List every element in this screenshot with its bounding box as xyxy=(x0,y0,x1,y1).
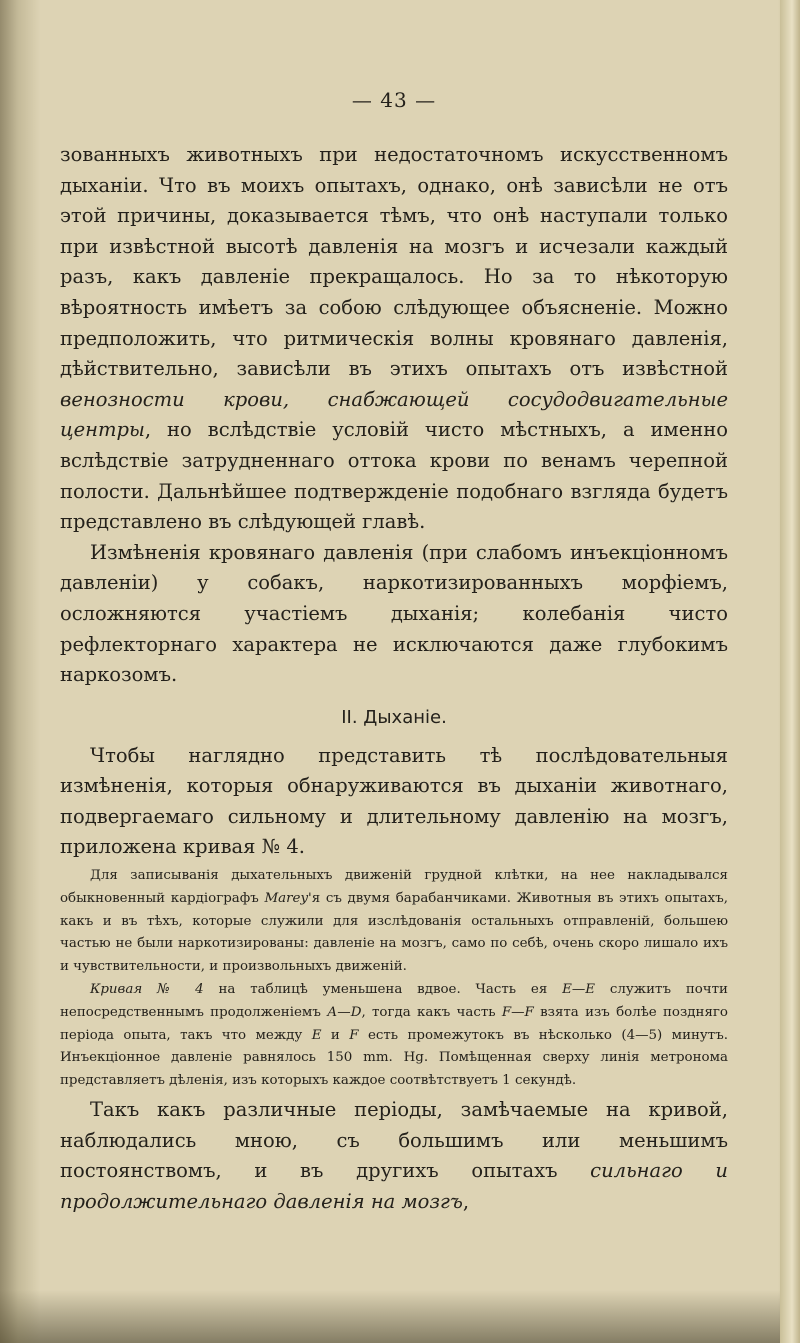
text-run: 'я съ двумя барабанчиками. Животныя въ этихъ опытахъ, какъ и въ тѣхъ, которые служили для изслѣдованія остальныхъ отправленій, большею частью не были наркотизированы: давленіе на мозгъ, само по себѣ, очень скоро лишало ихъ и чувствительности, и произвольныхъ движеній. xyxy=(60,890,728,975)
italic-text: сильнаго и продолжительнаго давленія на мозгъ xyxy=(60,1159,728,1213)
italic-text: венозности крови, снабжающей сосудодвигательные центры xyxy=(60,387,728,442)
text-run: , тогда какъ часть xyxy=(361,1004,502,1020)
text-run: Измѣненія кровянаго давленія (при слабомъ инъекціонномъ давленіи) у собакъ, наркотизированныхъ морфіемъ, осложняются участіемъ дыханія; колебанія чисто рефлекторнаго характера не исключаются даже глубокимъ наркозомъ. xyxy=(60,540,728,687)
text-run: на таблицѣ уменьшена вдвое. Часть ея xyxy=(203,982,563,998)
italic-text: F xyxy=(349,1027,359,1043)
small-paragraph-1 xyxy=(60,865,728,979)
text-run: взята изъ болѣе поздняго періода опыта, такъ что между xyxy=(60,1004,728,1043)
paragraph-4 xyxy=(60,1095,728,1217)
text-run: зованныхъ животныхъ при недостаточномъ искусственномъ дыханіи. Что въ моихъ опытахъ, однако, онѣ зависѣли не отъ этой причины, доказывается тѣмъ, что онѣ наступали только при извѣстной высотѣ давленія на мозгъ и исчезали каждый разъ, какъ давленіе прекращалось. Но за то нѣкоторую вѣроятность имѣетъ за собою слѣдующее объясненіе. Можно предположить, что ритмическія волны кровянаго давленія, дѣйствительно, зависѣли въ этихъ опытахъ отъ извѣстной xyxy=(60,143,728,381)
italic-text: Е—Е xyxy=(562,982,596,998)
italic-text: А—D xyxy=(327,1004,362,1020)
text-run: Чтобы наглядно представить тѣ послѣдовательныя измѣненія, которыя обнаруживаются въ дыханіи животнаго, подвергаемаго сильному и длительному давленію на мозгъ, приложена кривая № 4. xyxy=(60,743,728,859)
footnote-block xyxy=(60,865,728,1093)
small-paragraph-2 xyxy=(60,979,728,1093)
body-text xyxy=(60,140,728,1217)
text-run: Для записыванія дыхательныхъ движеній грудной клѣтки, на нее накладывался обыкновенный кардіографъ xyxy=(60,868,728,906)
italic-text: Marey xyxy=(264,890,309,906)
italic-text: Е xyxy=(311,1027,322,1043)
page-number: — 43 — xyxy=(351,88,437,112)
page-edge xyxy=(780,0,800,1343)
text-run: есть промежутокъ въ нѣсколько (4—5) минутъ. Инъекціонное давленіе равнялось 150 mm. Hg. Помѣщенная сверху линія метронома представляетъ дѣленія, изъ которыхъ каждое соотвѣтствуетъ 1 секундѣ. xyxy=(60,1027,728,1089)
italic-text: F—F xyxy=(501,1004,534,1020)
section-title: II. Дыханіе. xyxy=(341,706,447,728)
paragraph-2 xyxy=(60,538,728,691)
text-run: и xyxy=(321,1027,350,1043)
italic-text: Кривая № 4 xyxy=(90,982,204,998)
paragraph-3 xyxy=(60,741,728,863)
text-run: , xyxy=(462,1189,470,1213)
paragraph-1 xyxy=(60,140,728,538)
text-run: Такъ какъ различные періоды, замѣчаемые на кривой, наблюдались мною, съ большимъ или меньшимъ постоянствомъ, и въ другихъ опытахъ xyxy=(60,1098,728,1183)
text-run: служитъ почти непосредственнымъ продолженіемъ xyxy=(60,982,728,1020)
text-run: , но вслѣдствіе условій чисто мѣстныхъ, а именно вслѣдствіе затрудненнаго оттока крови по венамъ черепной полости. Дальнѣйшее подтвержденіе подобнаго взгляда будетъ представлено въ слѣдующей главѣ. xyxy=(60,418,728,534)
